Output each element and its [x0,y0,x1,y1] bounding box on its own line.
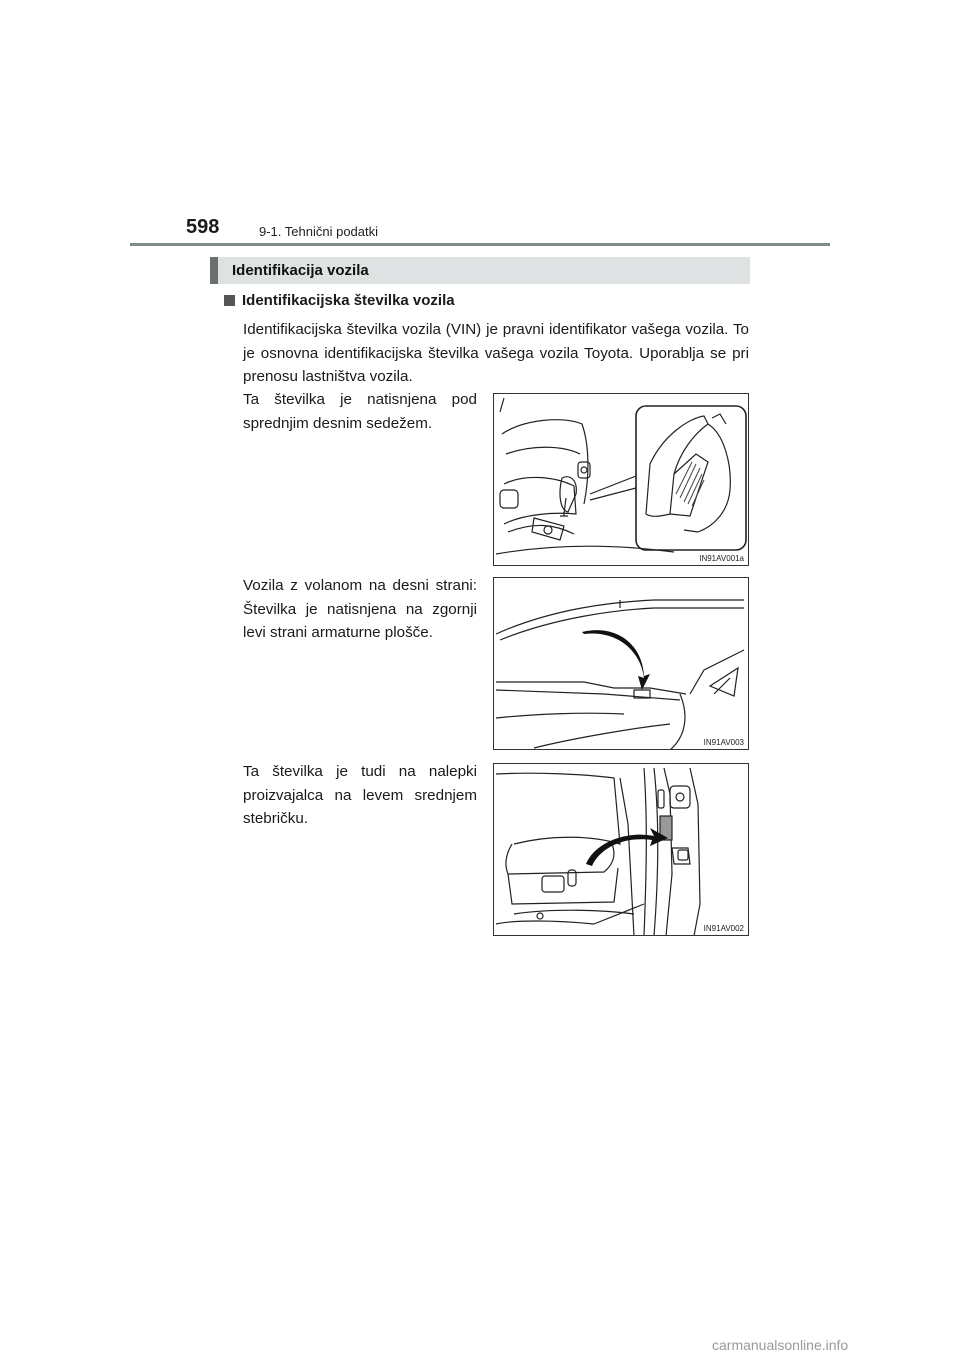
intro-paragraph: Identifikacijska številka vozila (VIN) je pravni identifikator vašega vozila. To je osnovna identifikacijska številka vašega vozila Toyota. Uporablja se pri prenosu lastništva vozila. [243,321,749,385]
square-bullet-icon [224,295,235,306]
figure-caption-1: Ta številka je natisnjena pod sprednjim desnim sedežem. [243,391,477,432]
section-banner [210,257,750,284]
figure-code-2: IN91AV003 [703,738,744,747]
door-pillar-label-illustration-icon [494,764,749,936]
dashboard-vin-illustration-icon [494,578,749,750]
section-label: 9-1. Tehnični podatki [259,224,379,239]
section-banner-title: Identifikacija vozila [232,262,369,279]
subheading [224,292,455,309]
seat-vin-plate-illustration-icon [494,394,749,566]
figure-3 [493,763,749,936]
figure-caption-2: Vozila z volanom na desni strani: Številka je natisnjena na zgornji levi strani armaturne plošče. [243,577,477,641]
header-divider [130,243,830,246]
figure-code-3: IN91AV002 [703,924,744,933]
page-number: 598 [186,216,220,238]
figure-1 [493,393,749,566]
figure-code-1: IN91AV001a [699,554,744,563]
watermark: carmanualsonline.info [712,1337,849,1353]
figure-caption-3: Ta številka je tudi na nalepki proizvajalca na levem srednjem stebričku. [243,763,477,827]
figure-2 [493,577,749,750]
subheading-text: Identifikacijska številka vozila [242,292,455,309]
